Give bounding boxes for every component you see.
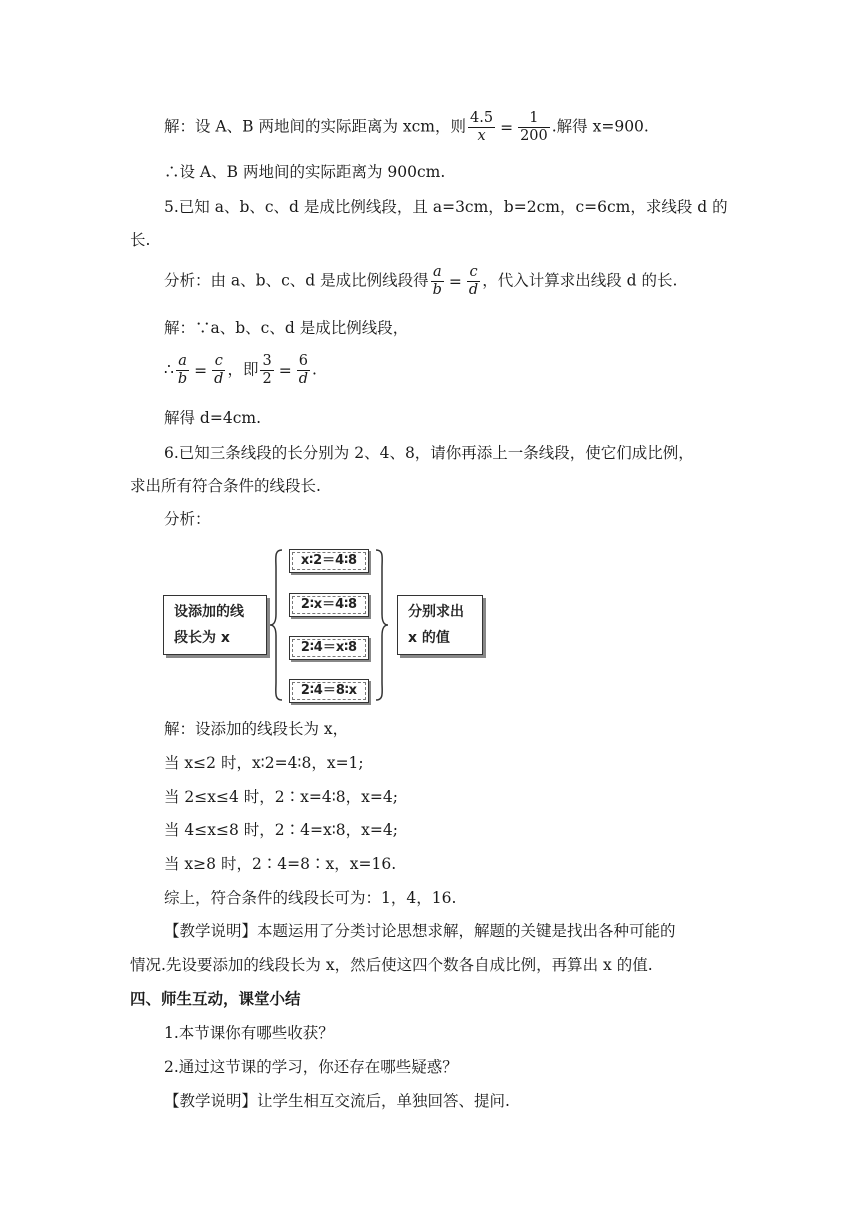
question-5-solution-3: 解得 d=4cm.: [164, 409, 262, 427]
equation-3: 2∶4＝x∶8: [289, 636, 369, 660]
question-6-line1: 6.已知三条线段的长分别为 2、4、8，请你再添上一条线段，使它们成比例，: [164, 444, 694, 462]
solution-line-distance: 解：设 A、B 两地间的实际距离为 xcm，则 $\frac{4.5}{x}$ = $\frac{1}{200}$ .解得 x=900.: [164, 110, 649, 144]
fraction-c-over-d: $\frac{c}{d}$: [468, 264, 479, 298]
left-brace: [268, 548, 284, 702]
question-5-line1: 5.已知 a、b、c、d 是成比例线段，且 a=3cm，b=2cm，c=6cm，求线段 d 的: [164, 198, 728, 216]
solution-line-2: 当 x≤2 时，x∶2=4∶8，x=1;: [164, 754, 364, 772]
question-6-analysis-label: 分析：: [164, 510, 211, 528]
solution-line-6: 综上，符合条件的线段长可为：1，4，16.: [164, 889, 457, 907]
question-5-analysis: 分析：由 a、b、c、d 是成比例线段得 $\frac{a}{b}$ = $\frac{c}{d}$ ，代入计算求出线段 d 的长.: [164, 264, 678, 298]
fraction-a-over-b: $\frac{a}{b}$: [432, 264, 442, 298]
question-6-line2: 求出所有符合条件的线段长.: [130, 477, 321, 495]
diagram-right-box: 分别求出 x 的值: [397, 595, 483, 655]
section-4-item-1: 1.本节课你有哪些收获？: [164, 1024, 334, 1042]
right-brace: [374, 548, 390, 702]
conclusion-line: ∴设 A、B 两地间的实际距离为 900cm.: [164, 163, 446, 181]
section-4-title: 四、师生互动，课堂小结: [130, 989, 301, 1008]
question-5-line2: 长.: [130, 231, 151, 249]
fraction-1-over-200: $\frac{1}{200}$: [520, 110, 548, 144]
equation-4: 2∶4＝8∶x: [289, 679, 369, 703]
solution-line-1: 解：设添加的线段长为 x，: [164, 720, 349, 738]
teaching-note-1-line2: 情况.先设要添加的线段长为 x，然后使这四个数各自成比例，再算出 x 的值.: [130, 956, 653, 974]
solution-line-5: 当 x≥8 时，2∶4=8∶x，x=16.: [164, 855, 397, 873]
solution-line-3: 当 2≤x≤4 时，2∶x=4∶8，x=4;: [164, 788, 398, 806]
section-4-note: 【教学说明】让学生相互交流后，单独回答、提问.: [164, 1092, 510, 1110]
fraction-4.5-over-x: $\frac{4.5}{x}$: [470, 110, 494, 144]
diagram-left-box: 设添加的线 段长为 x: [163, 595, 267, 655]
equation-1: x∶2＝4∶8: [289, 549, 369, 573]
question-5-solution-2: ∴ $\frac{a}{b}$ = $\frac{c}{d}$ ，即 $\frac{3}{2}$ = $\frac{6}{d}$ .: [164, 353, 317, 387]
teaching-note-1-line1: 【教学说明】本题运用了分类讨论思想求解，解题的关键是找出各种可能的: [164, 922, 676, 940]
equation-2: 2∶x＝4∶8: [289, 593, 369, 617]
solution-line-4: 当 4≤x≤8 时，2∶4=x∶8，x=4;: [164, 821, 398, 839]
question-5-solution-1: 解：∵a、b、c、d 是成比例线段，: [164, 319, 409, 337]
section-4-item-2: 2.通过这节课的学习，你还存在哪些疑惑？: [164, 1058, 458, 1076]
